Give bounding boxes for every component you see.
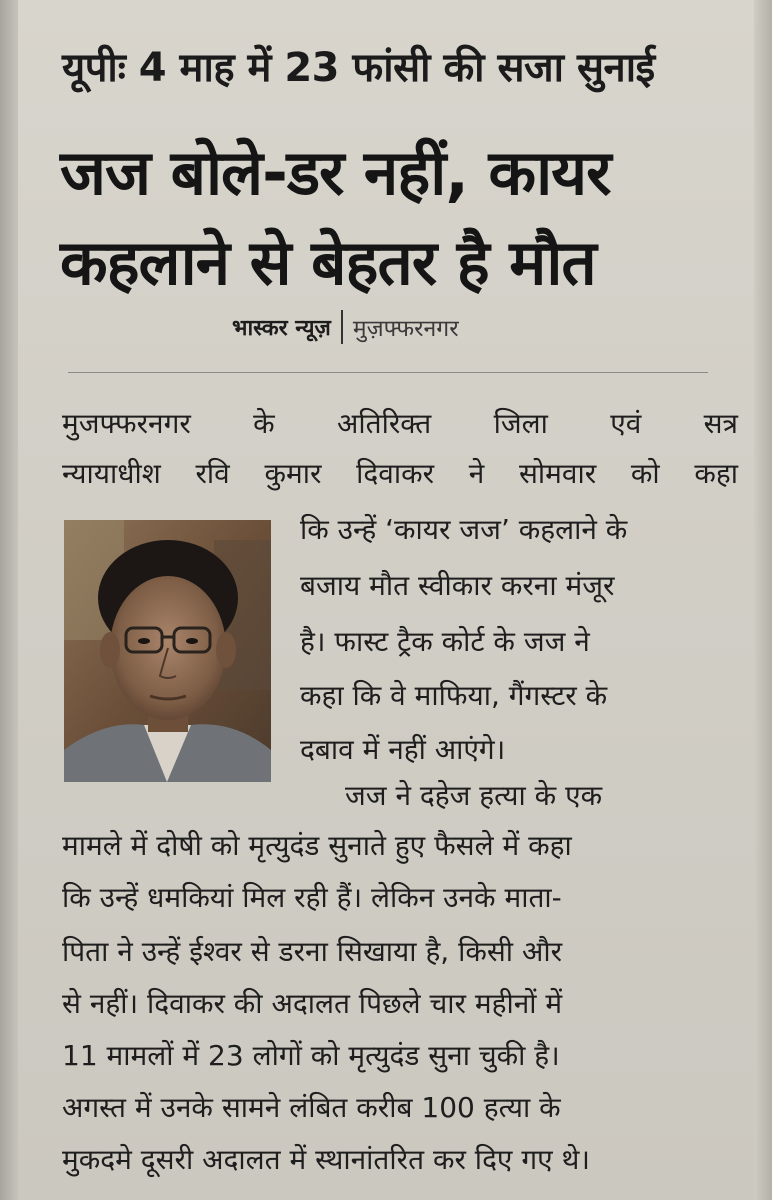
byline (232, 307, 459, 347)
paragraph-2-line-4: पिता ने उन्हें ईश्वर से डरना सिखाया है, किसी और (62, 935, 563, 968)
paragraph-2-line-7: अगस्त में उनके सामने लंबित करीब 100 हत्या के (62, 1091, 561, 1124)
paragraph-2-line-6: 11 मामलों में 23 लोगों को मृत्युदंड सुना चुकी है। (62, 1039, 560, 1072)
paragraph-2-line-5: से नहीं। दिवाकर की अदालत पिछले चार महीनों में (62, 987, 563, 1020)
kicker-headline: यूपीः 4 माह में 23 फांसी की सजा सुनाई (62, 45, 655, 91)
byline-agency: भास्कर न्यूज़ (232, 316, 331, 341)
paragraph-2-line-1: जज ने दहेज हत्या के एक (345, 779, 603, 812)
section-divider (68, 372, 708, 373)
judge-photo (64, 520, 271, 782)
paragraph-1-line-2: न्यायाधीश रवि कुमार दिवाकर ने सोमवार को कहा (62, 457, 738, 490)
paragraph-1-line-5: है। फास्ट ट्रैक कोर्ट के जज ने (300, 625, 590, 658)
judge-portrait-image (64, 520, 271, 782)
paper-edge-left (0, 0, 18, 1200)
paragraph-1-line-6: कहा कि वे माफिया, गैंगस्टर के (300, 679, 608, 712)
paragraph-2-line-3: कि उन्हें धमकियां मिल रही हैं। लेकिन उनके माता- (62, 881, 562, 914)
byline-separator (341, 310, 343, 344)
paragraph-1-line-7: दबाव में नहीं आएंगे। (300, 733, 506, 766)
main-headline (60, 128, 750, 308)
headline-line-1: जज बोले-डर नहीं, कायर (60, 136, 611, 209)
paragraph-1-line-3: कि उन्हें ‘कायर जज’ कहलाने के (300, 513, 628, 546)
byline-place: मुज़फ्फरनगर (352, 316, 459, 342)
paragraph-1-line-4: बजाय मौत स्वीकार करना मंजूर (300, 569, 615, 602)
paper-edge-right (754, 0, 772, 1200)
headline-line-2: कहलाने से बेहतर है मौत (60, 226, 596, 299)
paragraph-2-line-2: मामले में दोषी को मृत्युदंड सुनाते हुए फैसले में कहा (62, 829, 572, 862)
paragraph-1-line-1: मुजफ्फरनगर के अतिरिक्त जिला एवं सत्र (62, 407, 738, 440)
paragraph-2-line-8: मुकदमे दूसरी अदालत में स्थानांतरित कर दिए गए थे। (62, 1143, 590, 1176)
